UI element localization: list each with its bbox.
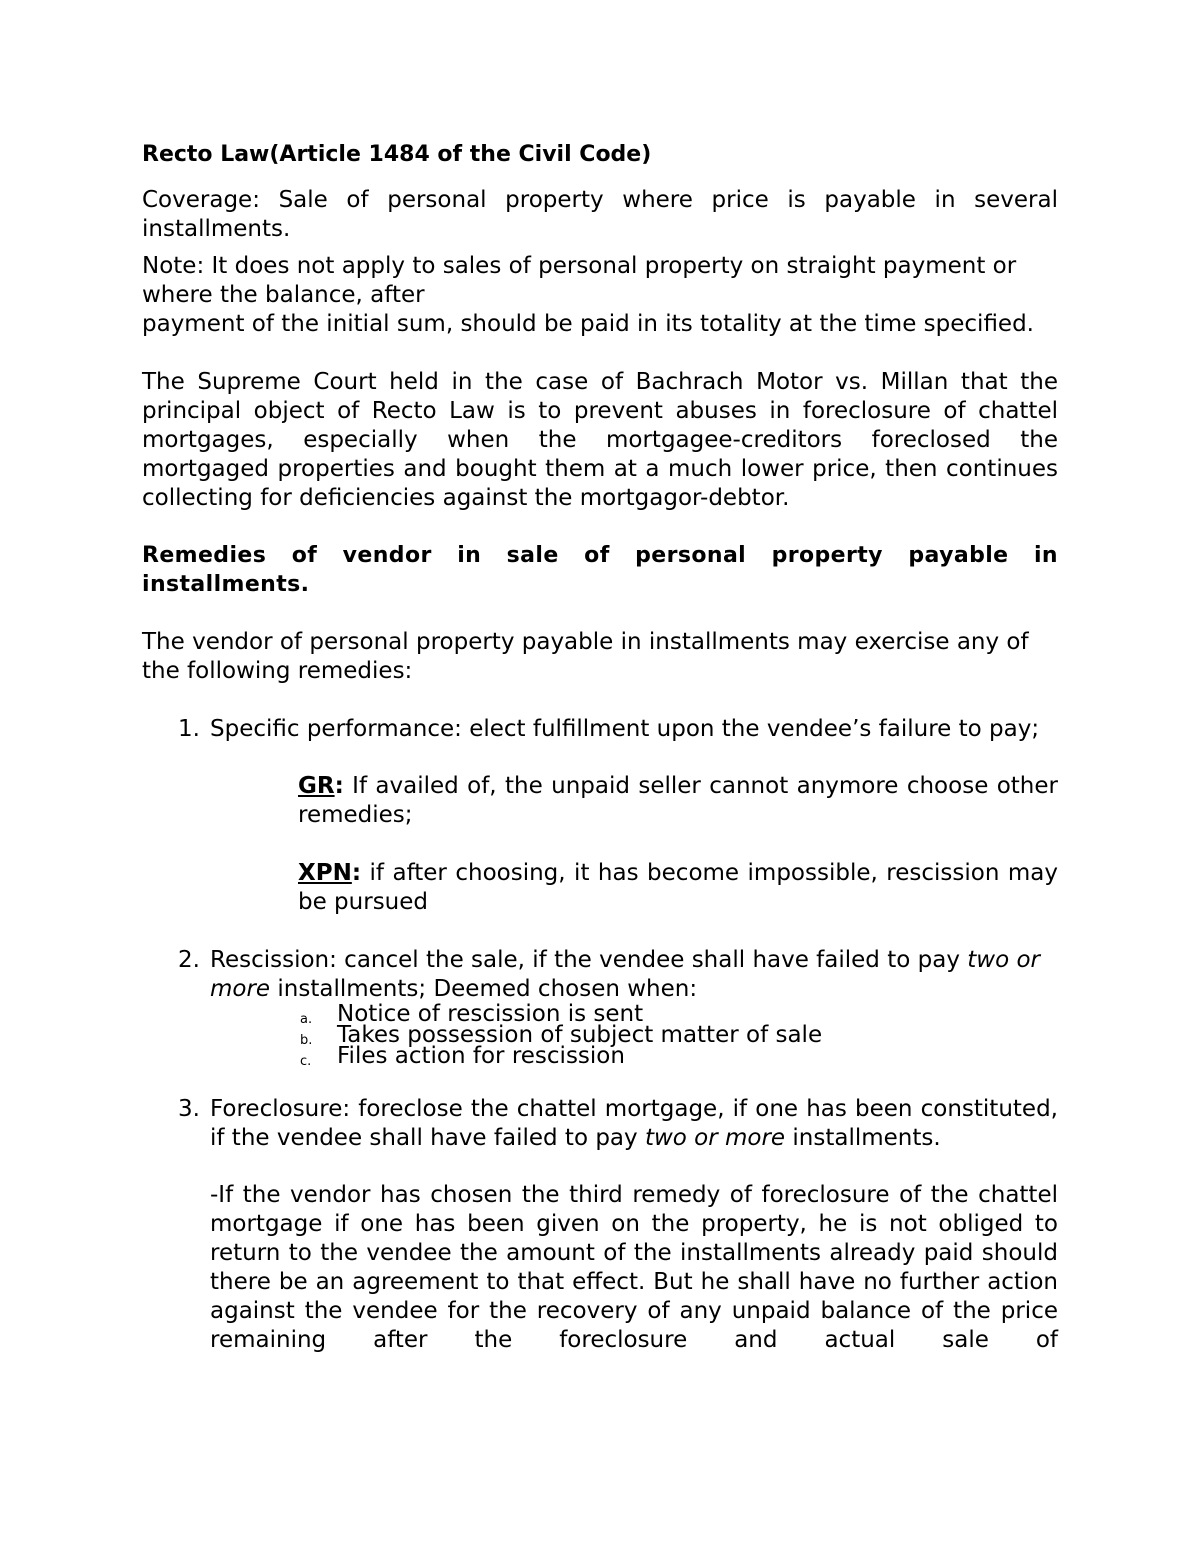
foreclosure-note-paragraph <box>142 1181 1058 1355</box>
list-item-italic: two or more <box>210 947 1040 1002</box>
xpn-label: XPN <box>298 860 352 886</box>
document-title: Recto Law(Article 1484 of the Civil Code) <box>142 142 652 167</box>
gr-text: If availed of, the unpaid seller cannot anymore choose other remedies; <box>298 773 1058 828</box>
list-item-specific-performance <box>142 715 1058 744</box>
gr-colon: : <box>334 773 344 799</box>
gr-paragraph <box>142 772 1058 830</box>
sub-item-letter: a. <box>300 1012 313 1027</box>
note-line-1: Note: It does not apply to sales of personal property on straight payment or where the balance, after <box>142 253 1017 308</box>
list-number: 1. <box>178 716 200 742</box>
list-item-text-b: installments. <box>785 1125 941 1151</box>
xpn-text: if after choosing, it has become impossible, rescission may be pursued <box>298 860 1058 915</box>
list-item-foreclosure <box>142 1095 1058 1153</box>
sub-item-letter: c. <box>300 1054 312 1069</box>
list-item-text-a: Rescission: cancel the sale, if the vendee shall have failed to pay <box>210 947 968 973</box>
sub-item-c <box>142 1043 1058 1069</box>
xpn-paragraph <box>142 859 1058 917</box>
foreclosure-note-text: -If the vendor has chosen the third remedy of foreclosure of the chattel mortgage if one has been given on the property, he is not obliged to return to the vendee the amount of the installments already paid should there be an agreement to that effect. But he shall have no further action against the vendee for the recovery of any unpaid balance of the price remaining after the foreclosure and actual sale of <box>210 1182 1058 1353</box>
list-item-italic: two or more <box>644 1125 786 1151</box>
list-item-rescission <box>142 946 1058 1004</box>
sub-item-letter: b. <box>300 1033 313 1048</box>
document-page <box>142 140 1058 1355</box>
sub-item-text: Notice of rescission is sent <box>337 1001 644 1027</box>
sub-item-text: Takes possession of subject matter of sale <box>337 1022 823 1048</box>
sub-item-text: Files action for rescission <box>337 1043 625 1069</box>
remedies-heading: Remedies of vendor in sale of personal property payable in installments. <box>142 543 1058 597</box>
xpn-colon: : <box>351 860 362 886</box>
coverage-paragraph: Coverage: Sale of personal property where price is payable in several installments. <box>142 187 1058 242</box>
supreme-court-paragraph: The Supreme Court held in the case of Bachrach Motor vs. Millan that the principal object of Recto Law is to prevent abuses in foreclosure of chattel mortgages, especially when the mortgagee-creditors foreclosed the mortgaged properties and bought them at a much lower price, then continues collecting for deficiencies against the mortgagor-debtor. <box>142 369 1058 511</box>
list-number: 3. <box>178 1096 200 1122</box>
list-item-text-b: installments; Deemed chosen when: <box>270 976 698 1002</box>
list-item-text-a: Foreclosure: foreclose the chattel mortgage, if one has been constituted, if the vendee shall have failed to pay <box>210 1096 1058 1151</box>
note-line-2: payment of the initial sum, should be paid in its totality at the time specified. <box>142 311 1034 337</box>
remedies-intro: The vendor of personal property payable in installments may exercise any of the following remedies: <box>142 629 1029 684</box>
gr-label: GR <box>298 773 335 799</box>
list-item-text: Specific performance: elect fulfillment upon the vendee’s failure to pay; <box>210 716 1040 742</box>
list-number: 2. <box>178 947 200 973</box>
